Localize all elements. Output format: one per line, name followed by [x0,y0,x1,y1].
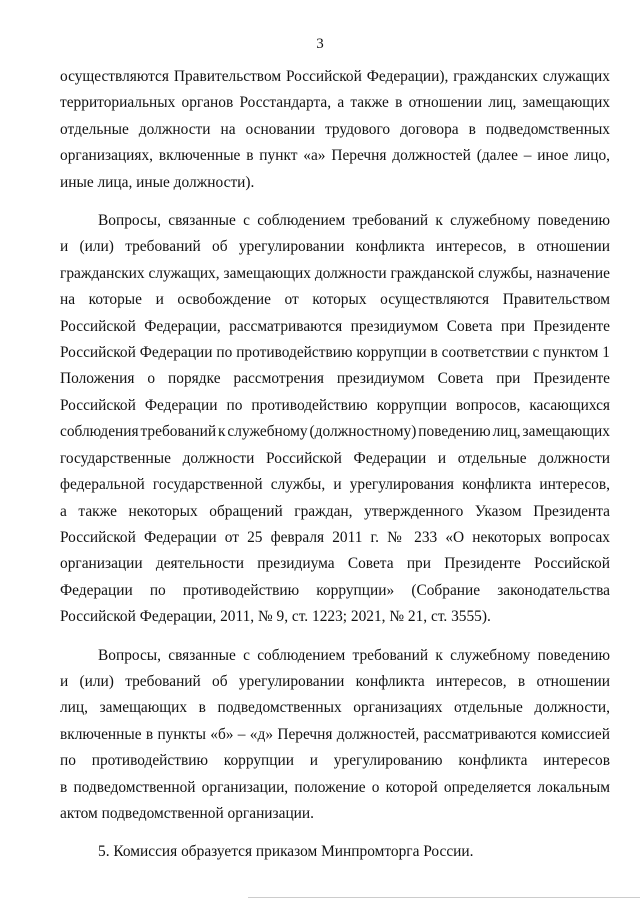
text-line: иные лица, иные должности). [60,173,255,191]
text-line: Российской Федерации по противодействию коррупции вопросов, касающихся [60,396,610,414]
text-line: соблюдения требований к служебному (должностному) поведению лиц, замещающих [60,423,610,441]
text-line: Российской Федерации по противодействию коррупции в соответствии с пунктом 1 [60,344,610,362]
page-edge-line [248,897,640,898]
page-number: 3 [316,36,324,52]
text-line: государственные должности Российской Федерации и отдельные должности [60,449,610,467]
text-line: территориальных органов Росстандарта, а также в отношении лиц, замещающих [60,94,610,112]
text-line: федеральной государственной службы, и урегулирования конфликта интересов, [60,476,610,494]
text-line: Положения о порядке рассмотрения президиумом Совета при Президенте [60,370,610,388]
text-line: и (или) требований об урегулировании конфликта интересов, в отношении [60,238,610,256]
paragraph-1 [60,64,610,196]
text-line: в подведомственной организации, положение о которой определяется локальным [60,778,610,796]
paragraph-3 [60,643,610,828]
text-line: актом подведомственной организации. [60,804,315,822]
text-line: Вопросы, связанные с соблюдением требований к служебному поведению [98,646,610,664]
text-line: осуществляются Правительством Российской Федерации), гражданских служащих [60,68,610,85]
text-line: на которые и освобождение от которых осуществляются Правительством [60,291,610,309]
text-line: 5. Комиссия образуется приказом Минпромторга России. [98,843,474,861]
text-line: Федерации по противодействию коррупции» (Собрание законодательства [60,581,610,599]
text-line: организации деятельности президиума Совета при Президенте Российской [60,555,610,573]
text-line: Российской Федерации, рассматриваются президиумом Совета при Президенте [60,317,610,335]
text-line: а также некоторых обращений граждан, утвержденного Указом Президента [60,502,610,520]
paragraph-4 [60,839,610,865]
text-line: по противодействию коррупции и урегулированию конфликта интересов [60,752,610,770]
text-line: включенные в пункты «б» – «д» Перечня должностей, рассматриваются комиссией [60,725,610,743]
text-line: гражданских служащих, замещающих должности гражданской службы, назначение [60,264,610,282]
text-line: и (или) требований об урегулировании конфликта интересов, в отношении [60,672,610,690]
text-line: отдельные должности на основании трудового договора в подведомственных [60,120,610,138]
paragraph-2 [60,208,610,631]
document-body [60,64,610,866]
paragraph-gap [60,196,610,208]
text-line: организациях, включенные в пункт «а» Перечня должностей (далее – иное лицо, [60,147,610,165]
text-line: Российской Федерации, 2011, № 9, ст. 1223; 2021, № 21, ст. 3555). [60,608,491,626]
paragraph-gap [60,631,610,643]
text-line: лиц, замещающих в подведомственных организациях отдельные должности, [60,699,610,717]
text-line: Российской Федерации от 25 февраля 2011 г. № 233 «О некоторых вопросах [60,528,610,546]
text-line: Вопросы, связанные с соблюдением требований к служебному поведению [98,212,610,230]
paragraph-gap [60,827,610,839]
